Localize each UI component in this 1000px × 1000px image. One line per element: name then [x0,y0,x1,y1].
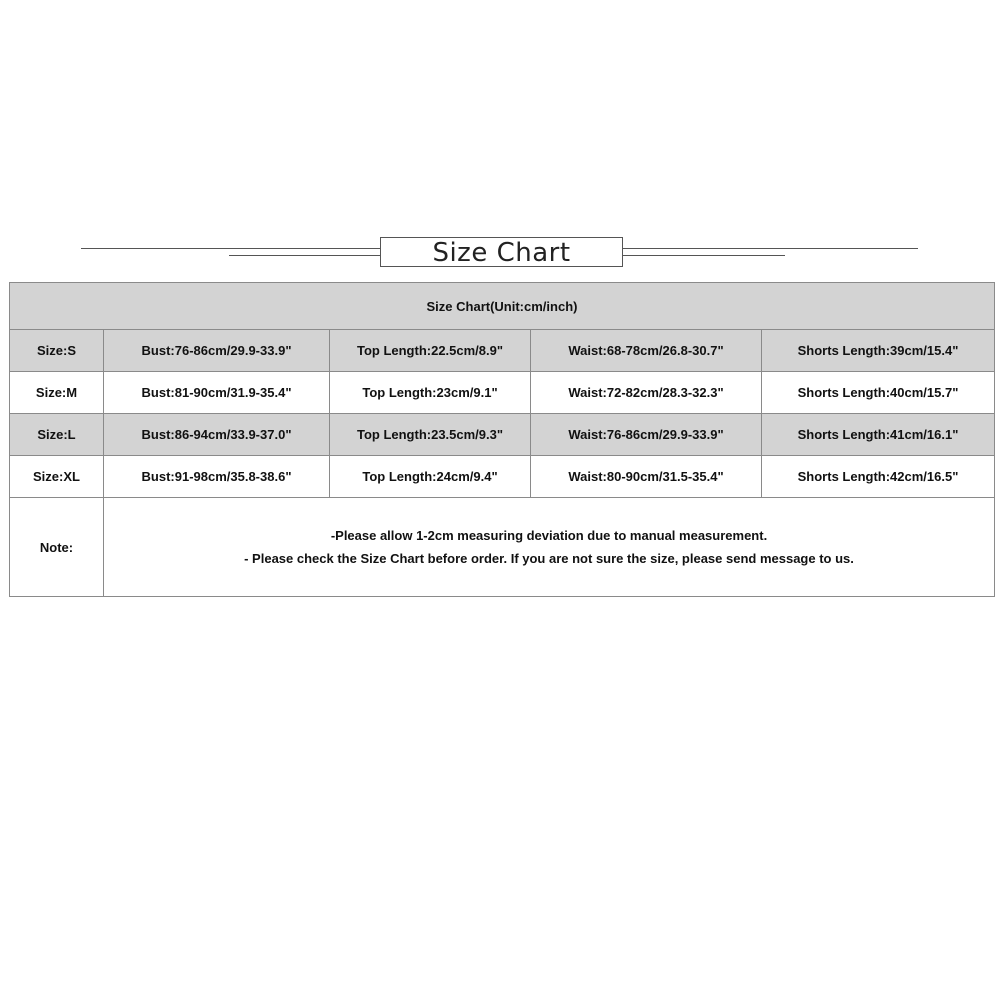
header-rule-right-bottom [623,255,785,256]
table-caption-row [10,283,995,330]
size-cell: Size:L [10,414,104,456]
note-line: -Please allow 1-2cm measuring deviation due to manual measurement. [330,528,768,543]
top-length-cell: Top Length:23cm/9.1" [330,372,531,414]
shorts-length-cell: Shorts Length:41cm/16.1" [762,414,995,456]
note-label: Note: [10,498,104,597]
size-cell: Size:M [10,372,104,414]
size-cell: Size:S [10,330,104,372]
waist-cell: Waist:76-86cm/29.9-33.9" [531,414,762,456]
note-row [10,498,995,597]
waist-cell: Waist:80-90cm/31.5-35.4" [531,456,762,498]
table-row [10,456,995,498]
header-rule-left-bottom [229,255,380,256]
waist-cell: Waist:68-78cm/26.8-30.7" [531,330,762,372]
page-title: Size Chart [432,238,571,268]
note-content [104,498,995,597]
table-row [10,330,995,372]
size-cell: Size:XL [10,456,104,498]
note-line: - Please check the Size Chart before order. If you are not sure the size, please send message to us. [244,551,854,566]
bust-cell: Bust:91-98cm/35.8-38.6" [104,456,330,498]
bust-cell: Bust:86-94cm/33.9-37.0" [104,414,330,456]
table-caption: Size Chart(Unit:cm/inch) [10,283,995,330]
waist-cell: Waist:72-82cm/28.3-32.3" [531,372,762,414]
table-row [10,414,995,456]
header-rule-right-top [623,248,918,249]
shorts-length-cell: Shorts Length:39cm/15.4" [762,330,995,372]
size-chart-table [9,282,995,597]
top-length-cell: Top Length:22.5cm/8.9" [330,330,531,372]
shorts-length-cell: Shorts Length:40cm/15.7" [762,372,995,414]
top-length-cell: Top Length:24cm/9.4" [330,456,531,498]
shorts-length-cell: Shorts Length:42cm/16.5" [762,456,995,498]
bust-cell: Bust:76-86cm/29.9-33.9" [104,330,330,372]
top-length-cell: Top Length:23.5cm/9.3" [330,414,531,456]
header-title-box [380,237,623,267]
bust-cell: Bust:81-90cm/31.9-35.4" [104,372,330,414]
table-row [10,372,995,414]
header-rule-left-top [81,248,380,249]
